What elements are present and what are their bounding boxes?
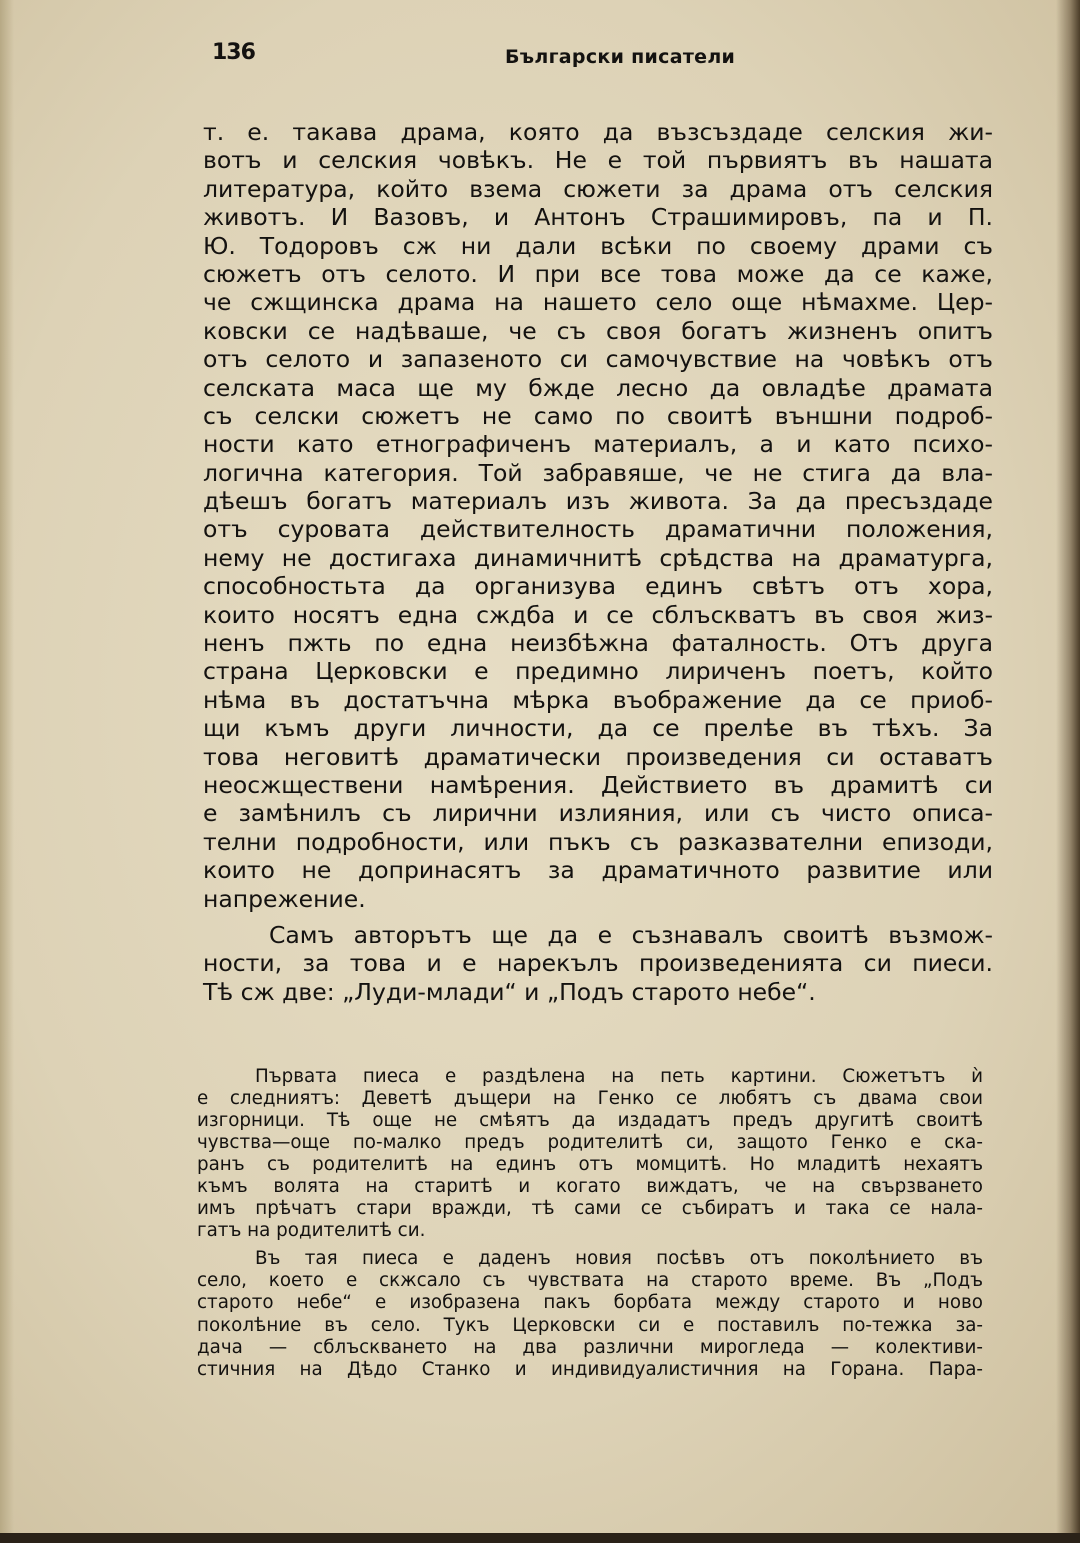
text-line: способностьта да организува единъ свѣтъ отъ хора, (203, 572, 993, 601)
page-left-edge (0, 0, 14, 1543)
text-line: Самъ авторътъ ще да е съзнавалъ своитѣ възмож- (269, 920, 993, 949)
note-1 (197, 1066, 983, 1242)
text-line: логична категория. Той забравяше, че не стига да вла- (203, 458, 993, 487)
text-line: ности като етнографиченъ материалъ, а и като психо- (203, 430, 993, 459)
main-text (203, 118, 993, 1006)
page-number: 136 (212, 40, 255, 65)
text-line: ковски се надѣваше, че съ своя богатъ жизненъ опитъ (203, 316, 993, 345)
text-line: това неговитѣ драматически произведения си оставатъ (203, 742, 993, 771)
text-line: отъ селото и запазеното си самочувствие на човѣкъ отъ (203, 345, 993, 374)
note-line: чувства—още по-малко предъ родителитѣ си, защото Генко е ска- (197, 1132, 983, 1154)
paragraph-gap (203, 913, 993, 921)
note-line: гатъ на родителитѣ си. (197, 1220, 426, 1242)
text-line: които не допринасятъ за драматичното развитие или (203, 856, 993, 885)
small-print-notes (197, 1066, 983, 1381)
note-line: ранъ съ родителитѣ на единъ отъ момцитѣ. Но младитѣ нехаятъ (197, 1154, 983, 1176)
note-line: Първата пиеса е раздѣлена на петь картини. Сюжетътъ ѝ (255, 1066, 983, 1087)
note-line: Въ тая пиеса е даденъ новия посѣвъ отъ поколѣнието въ (255, 1248, 983, 1270)
text-line: Тѣ сж две: „Луди-млади“ и „Подъ старото небе“. (203, 977, 816, 1006)
text-line: страна Церковски е предимно лиричeнъ поетъ, който (203, 657, 993, 686)
running-head: Български писатели (505, 46, 736, 68)
text-line: напрежение. (203, 884, 366, 913)
text-line: т. е. такава драма, която да възсъздаде селския жи- (203, 118, 993, 146)
note-line: поколѣние въ село. Тукъ Церковски си е поставилъ по-тежка за- (197, 1314, 983, 1336)
text-line: ности, за това и е нарекълъ произведенията си пиеси. (203, 949, 993, 978)
text-line: сюжетъ отъ селото. И при все това може да се каже, (203, 259, 993, 288)
note-line: изгорници. Тѣ още не смѣятъ да издадатъ предъ другитѣ своитѣ (197, 1110, 983, 1132)
note-line: село, което е скжсало съ чувствата на старото време. Въ „Подъ (197, 1270, 983, 1292)
text-line: телни подробности, или пъкъ съ разказвателни епизоди, (203, 827, 993, 856)
note-line: къмъ волята на старитѣ и когато виждатъ, че на свързването (197, 1176, 983, 1198)
text-line: отъ суровата действителность драматични положения, (203, 515, 993, 544)
note-line: дача — сблъскването на два различни мирогледа — колективи- (197, 1336, 983, 1358)
text-line: литература, който взема сюжети за драма отъ селския (203, 174, 993, 203)
text-line: че сжщинска драма на нашето село още нѣмахме. Цер- (203, 288, 993, 317)
note-line: имъ прѣчатъ стари вражди, тѣ сами се събиратъ и така се нала- (197, 1198, 983, 1220)
note-line: стичния на Дѣдо Станко и индивидуалистичния на Горана. Пара- (197, 1358, 983, 1380)
text-line: животъ. И Вазовъ, и Антонъ Страшимировъ, па и П. (203, 203, 993, 232)
paragraph-1 (203, 118, 993, 913)
text-line: селската маса ще му бжде лесно да овладѣе драмата (203, 373, 993, 402)
text-line: ненъ пжть по една неизбѣжна фаталность. Отъ друга (203, 629, 993, 658)
note-line: е следниятъ: Деветѣ дъщери на Генко се любятъ съ двама свои (197, 1088, 983, 1110)
page-bottom-edge (0, 1533, 1080, 1543)
text-line: е замѣнилъ съ лирични излияния, или съ чисто описа- (203, 799, 993, 828)
text-line: Ю. Тодоровъ сж ни дали всѣки по своему драми съ (203, 231, 993, 260)
text-line: нему не достигаха динамичнитѣ срѣдства на драматурга, (203, 543, 993, 572)
paragraph-2 (203, 921, 993, 1006)
text-line: дѣешъ богатъ материалъ изъ живота. За да пресъздаде (203, 487, 993, 516)
note-2 (197, 1248, 983, 1380)
text-line: вотъ и селския човѣкъ. Не е той първиятъ въ нашата (203, 146, 993, 175)
binding-shadow (1056, 0, 1080, 1543)
text-line: неосжществени намѣрения. Действието въ драмитѣ си (203, 770, 993, 799)
text-line: съ селски сюжетъ не само по своитѣ външни подроб- (203, 401, 993, 430)
text-line: нѣма въ достатъчна мѣрка въображение да се приоб- (203, 685, 993, 714)
note-line: старото небе“ е изобразена пакъ борбата между старото и ново (197, 1292, 983, 1314)
text-line: които носятъ една сждба и се сблъскватъ въ своя жиз- (203, 600, 993, 629)
text-line: щи къмъ други личности, да се прелѣе въ тѣхъ. За (203, 714, 993, 743)
